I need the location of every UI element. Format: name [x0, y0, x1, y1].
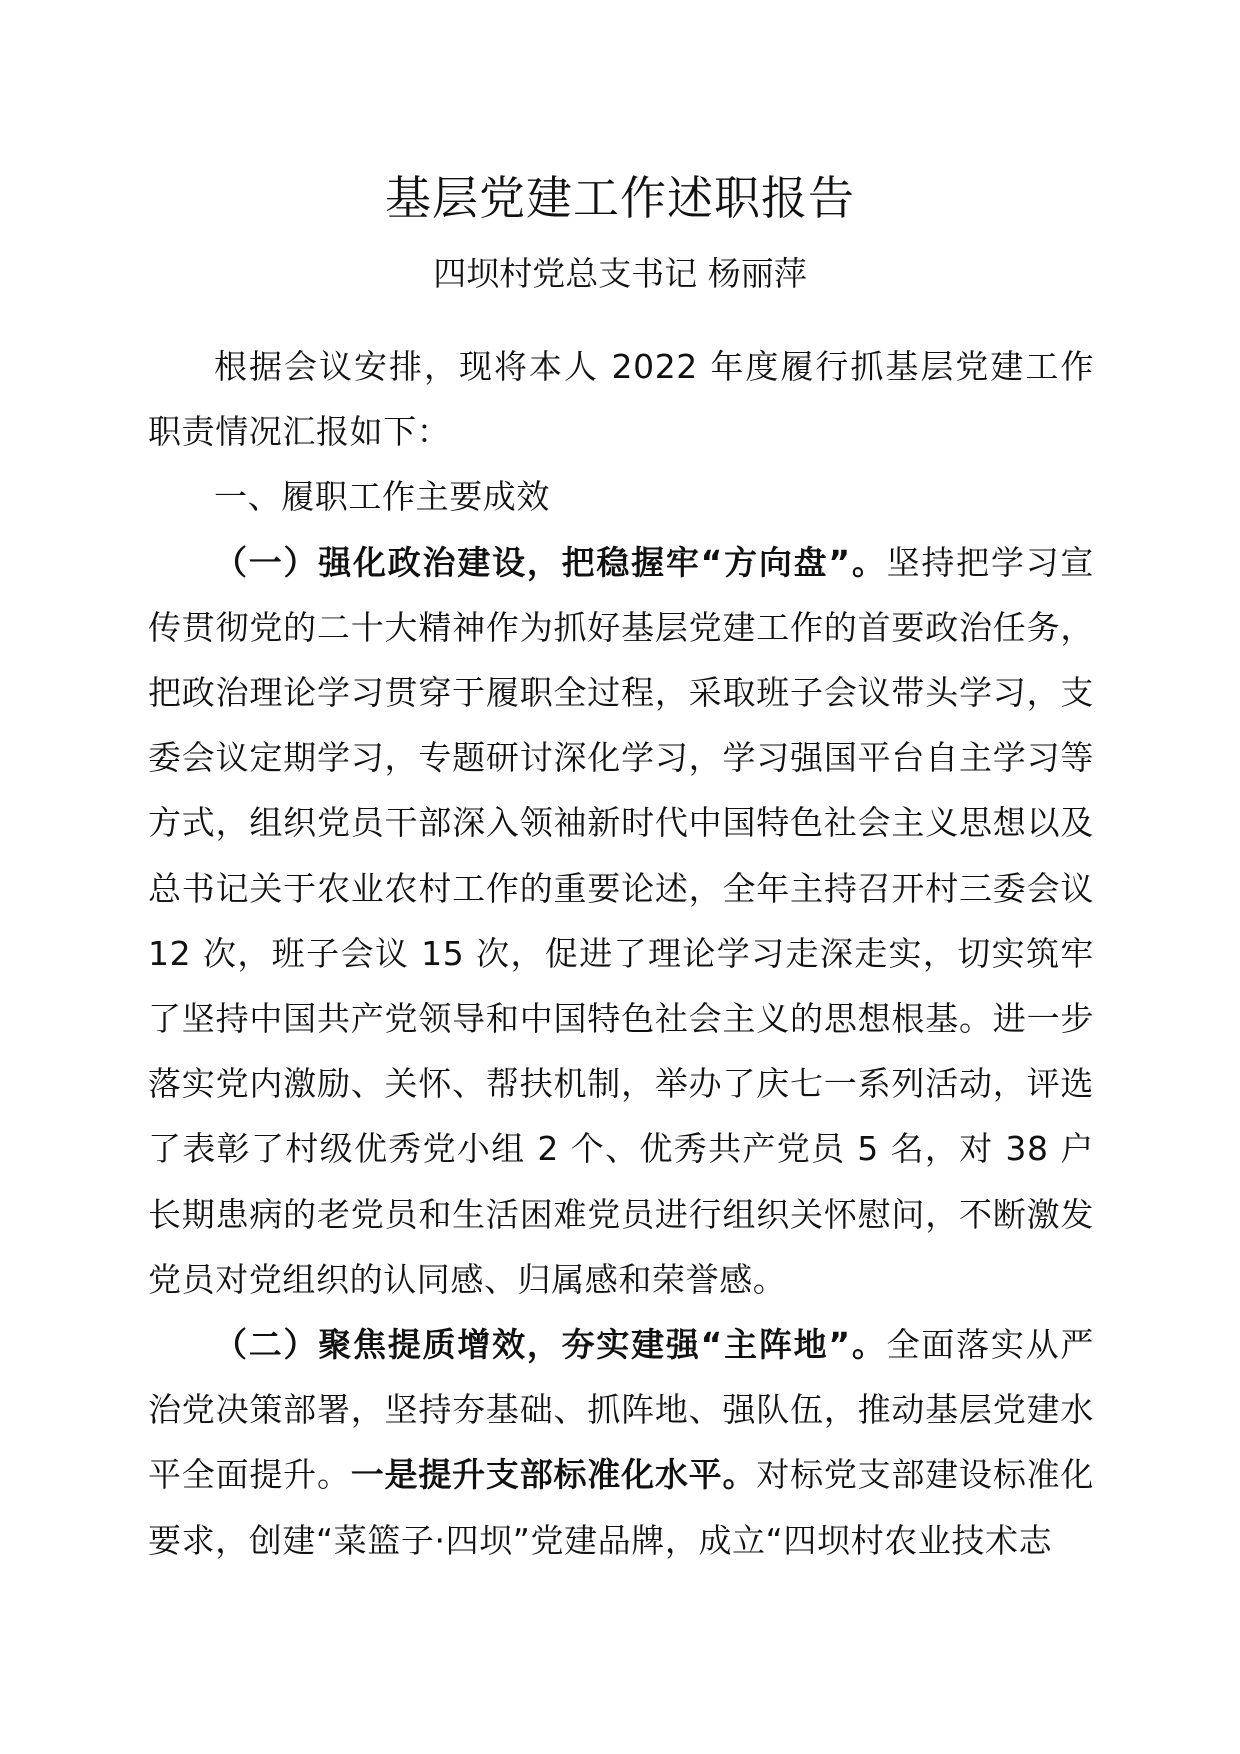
paragraph-subheading: 一是提升支部标准化水平。 [350, 1455, 757, 1495]
paragraph-quality-efficiency [148, 1312, 1094, 1573]
document-body [148, 334, 1094, 1573]
document-title: 基层党建工作述职报告 [385, 171, 855, 225]
section-heading: 一、履职工作主要成效 [214, 477, 550, 517]
paragraph-political-building [148, 530, 1094, 1312]
paragraph-text: 对标党支部建设标准化要求，创建“菜篮子·四坝”党建品牌，成立“四坝村农业技术志 [148, 1455, 1095, 1560]
paragraph-heading: （一）强化政治建设，把稳握牢“方向盘”。 [214, 542, 887, 582]
intro-paragraph: 根据会议安排，现将本人 2022 年度履行抓基层党建工作职责情况汇报如下： [148, 347, 1094, 452]
paragraph-heading: （二）聚焦提质增效，夯实建强“主阵地”。 [214, 1325, 887, 1365]
paragraph-text: 坚持把学习宣传贯彻党的二十大精神作为抓好基层党建工作的首要政治任务，把政治理论学习贯穿于履职全过程，采取班子会议带头学习，支委会议定期学习，专题研讨深化学习，学习强国平台自主学习等方式，组织党员干部深入领袖新时代中国特色社会主义思想以及总书记关于农业农村工作的重要论述，全年主持召开村三委会议 12 次，班子会议 15 次，促进了理论学习走深走实，切实筑牢了坚持中国共产党领导和中国特色社会主义的思想根基。进一步落实党内激励、关怀、帮扶机制，举办了庆七一系列活动，评选了表彰了村级优秀党小组 2 个、优秀共产党员 5 名，对 38 户长期患病的老党员和生活困难党员进行组织关怀慰问，不断激发党员对党组织的认同感、归属感和荣誉感。 [148, 542, 1094, 1299]
author-line: 四坝村党总支书记 杨丽萍 [433, 254, 807, 293]
paragraph-text: 全面落实从严治党决策部署，坚持夯基础、抓阵地、强队伍，推动基层党建水平全面提升。 [148, 1325, 1094, 1495]
